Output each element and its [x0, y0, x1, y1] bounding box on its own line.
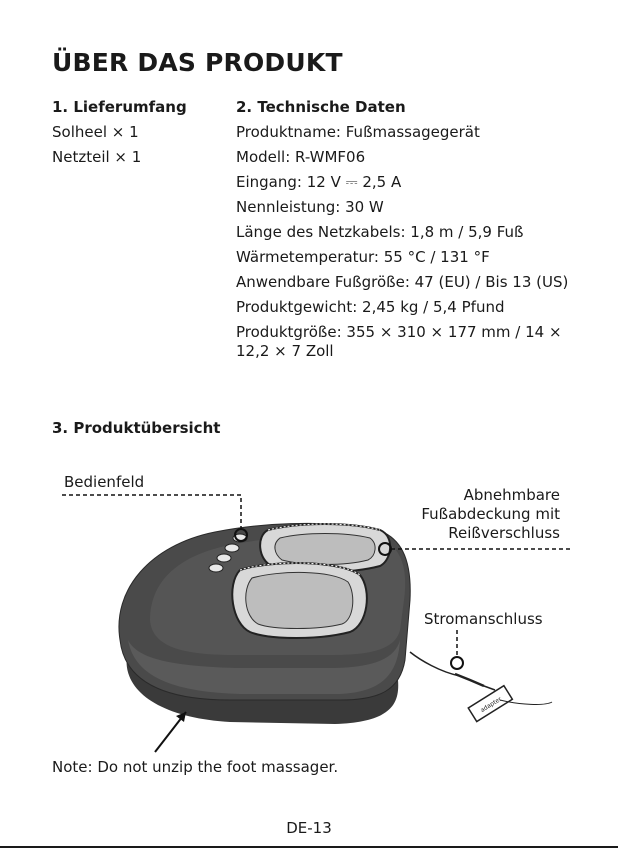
- page-number: DE-13: [286, 819, 332, 837]
- control-button: [217, 554, 231, 562]
- control-panel-leader: [62, 495, 241, 529]
- technical-data: [236, 95, 576, 364]
- scope-item: Netzteil × 1: [52, 148, 142, 166]
- spec-input: Eingang: 12 V ⎓ 2,5 A: [236, 173, 402, 191]
- specs-heading: 2. Technische Daten: [236, 98, 406, 116]
- page-title: ÜBER DAS PRODUKT: [52, 48, 343, 77]
- control-button: [225, 544, 239, 552]
- power-plug: [455, 674, 484, 686]
- spec-rated-power: Nennleistung: 30 W: [236, 198, 384, 216]
- power-cable: [410, 652, 460, 676]
- label-control-panel: Bedienfeld: [64, 473, 145, 491]
- label-removable-cover: [380, 486, 560, 543]
- spec-foot-size: Anwendbare Fußgröße: 47 (EU) / Bis 13 (US): [236, 273, 569, 291]
- scope-heading: 1. Lieferumfang: [52, 98, 187, 116]
- label-cover-line: Reißverschluss: [448, 524, 560, 542]
- note-text: Note: Do not unzip the foot massager.: [52, 758, 339, 776]
- label-cover-line: Fußabdeckung mit: [421, 505, 560, 523]
- label-cover-line: Abnehmbare: [463, 486, 560, 504]
- spec-cable-length: Länge des Netzkabels: 1,8 m / 5,9 Fuß: [236, 223, 524, 241]
- power-port-marker: [451, 657, 463, 669]
- spec-size: Produktgröße: 355 × 310 × 177 mm / 14 × 12,2 × 7 Zoll: [236, 323, 562, 360]
- scope-item: Solheel × 1: [52, 123, 139, 141]
- adapter-label: adapter: [479, 695, 503, 715]
- label-power-port: Stromanschluss: [424, 610, 543, 628]
- bottom-rule: [0, 846, 618, 848]
- control-button: [209, 564, 223, 572]
- spec-product-name: Produktname: Fußmassagegerät: [236, 123, 480, 141]
- overview-heading: 3. Produktübersicht: [52, 419, 221, 437]
- scope-of-delivery: [52, 95, 187, 170]
- spec-weight: Produktgewicht: 2,45 kg / 5,4 Pfund: [236, 298, 505, 316]
- spec-heat-temp: Wärmetemperatur: 55 °C / 131 °F: [236, 248, 490, 266]
- power-adapter: [468, 686, 512, 722]
- spec-model: Modell: R-WMF06: [236, 148, 366, 166]
